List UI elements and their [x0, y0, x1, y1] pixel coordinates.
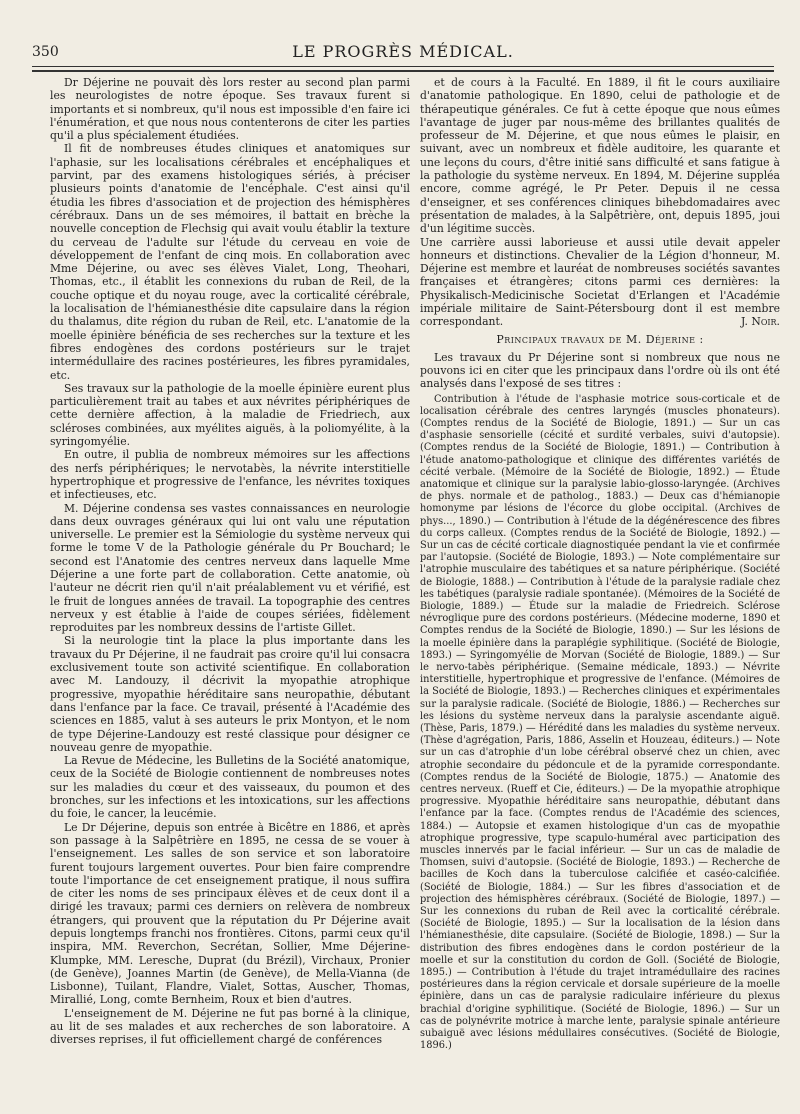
header-rule-thick: [32, 70, 774, 72]
section-title: Principaux travaux de M. Déjerine :: [496, 332, 704, 346]
section-intro: Les travaux du Pr Déjerine sont si nombreux que nous ne pouvons ici en citer que les principaux dans l'ordre où ils ont été analysés dans l'exposé de ses titres :: [420, 350, 780, 391]
paragraph: Ses travaux sur la pathologie de la moelle épinière eurent plus particulièrement trait au tabes et aux névrites périphériques de cette dernière affection, à la maladie de Friedriech, aux scléroses combinées, aux myélites aiguës, à la poliomyélite, à la syringomyélie.: [50, 381, 410, 449]
journal-title: LE PROGRÈS MÉDICAL.: [292, 42, 514, 61]
paragraph-with-signature: [420, 236, 780, 329]
bibliography-list: Contribution à l'étude de l'asphasie motrice sous-corticale et de localisation cérébrale des centres laryngés (muscles phonateurs). (Comptes rendus de la Société de Biologie, 1891.) — Sur un cas d'asphasie sensorielle (cécité et surdité verbales, suivi d'autopsie). (Comptes rendus de la Société de Biologie, 1891.) — Contribution à l'étude anatomo-pathologique et clinique des différentes variétés de cécité verbale. (Mémoire de la Société de Biologie, 1892.) — Étude anatomique et clinique sur la paralysie labio-glosso-laryngée. (Archives de phys. normale et de patholog., 1883.) — Deux cas d'hémianopie homonyme par lésions de l'écorce du globe occipital. (Archives de phys..., 1890.) — Contribution à l'étude de la dégénérescence des fibres du corps calleux. (Comptes rendus de la Société de Biologie, 1892.) — Sur un cas de cécité corticale diagnostiquée pendant la vie et confirmée par l'autopsie. (Société de Biologie, 1893.) — Note complémentaire sur l'atrophie musculaire des tabétiques et sa nature périphérique. (Société de Biologie, 1888.) — Contribution à l'étude de la paralysie radiale chez les tabétiques (paralysie radiale spontanée). (Mémoires de la Société de Biologie, 1889.) — Étude sur la maladie de Friedreich. Sclérose névroglique pure des cordons postérieurs. (Médecine moderne, 1890 et Comptes rendus de la Société de Biologie, 1890.) — Sur les lésions de la moelle épinière dans la paraplégie syphilitique. (Société de Biologie, 1893.) — Syringomyélie de Morvan (Société de Biologie, 1889.) — Sur le nervo-tabès périphérique. (Semaine médicale, 1893.) — Névrite interstitielle, hypertrophique et progressive de l'enfance. (Mémoires de la Société de Biologie, 1893.) — Recherches cliniques et expérimentales sur la paralysie radicale. (Société de Biologie, 1886.) — Recherches sur les lésions du système nerveux dans la paralysie ascendante aiguë. (Thèse, Paris, 1879.) — Hérédité dans les maladies du système nerveux. (Thèse d'agrégation, Paris, 1886, Asselin et Houzeau, éditeurs.) — Note sur un cas d'atrophie d'un lobe cérébral observé chez un chien, avec atrophie secondaire du pédoncule et de la pyramide correspondante. (Comptes rendus de la Société de Biologie, 1875.) — Anatomie des centres nerveux. (Rueff et Cie, éditeurs.) — De la myopathie atrophique progressive. Myopathie héréditaire sans neuropathie, débutant dans l'enfance par la face. (Comptes rendus de l'Académie des sciences, 1884.) — Autopsie et examen histologique d'un cas de myopathie atrophique progressive, type scapulo-huméral avec participation des muscles innervés par le facial inférieur. — Sur un cas de maladie de Thomsen, suivi d'autopsie. (Société de Biologie, 1893.) — Recherche de bacilles de Koch dans la tuberculose calcifiée et caséo-calcifiée. (Société de Biologie, 1884.) — Sur les fibres d'association et de projection des hémisphères cérébraux. (Société de Biologie, 1897.) — Sur les connexions du ruban de Reil avec la corticalité cérébrale. (Société de Biologie, 1895.) — Sur la localisation de la lésion dans l'hémianesthésie, dite capsulaire. (Société de Biologie, 1898.) — Sur la distribution des fibres endogènes dans le cordon postérieur de la moelle et sur la constitution du cordon de Goll. (Société de Biologie, 1895.) — Contribution à l'étude du trajet intramédullaire des racines postérieures dans la région cervicale et dorsale supérieure de la moelle épinière, dans un cas de paralysie radiculaire inférieure du plexus brachial d'origine syphilitique. (Société de Biologie, 1896.) — Sur un cas de polynévrite motrice à marche lente, paralysie spinale antérieure subaiguë avec lésions médullaires consécutives. (Société de Biologie, 1896.): [420, 393, 780, 1052]
paragraph: Si la neurologie tint la place la plus importante dans les travaux du Pr Déjerine, il ne faudrait pas croire qu'il lui consacra exclusivement toute son activité scientifique. En collaboration avec M. Landouzy, il décrivit la myopathie atrophique progressive, myopathie héréditaire sans neuropathie, débutant dans l'enfance par la face. Ce travail, présenté à l'Académie des sciences en 1885, valut à ses auteurs le prix Montyon, et le nom de type Déjerine-Landouzy est resté classique pour désigner ce nouveau genre de myopathie.: [50, 634, 410, 754]
paragraph: Le Dr Déjerine, depuis son entrée à Bicêtre en 1886, et après son passage à la Salpêtrière en 1895, ne cessa de se vouer à l'enseignement. Les salles de son service et son laboratoire furent toujours largement ouvertes. Pour bien faire comprendre toute l'importance de cet enseignement pratique, il nous suffira de citer les noms de ses principaux élèves et de ceux dont il a dirigé les travaux; parmi ces derniers on relèvera de nombreux étrangers, qui prouvent que la réputation du Pr Déjerine avait depuis longtemps franchi nos frontières. Citons, parmi ceux qu'il inspira, MM. Reverchon, Secrétan, Sollier, Mme Déjerine-Klumpke, MM. Leresche, Duprat (du Brézil), Virchaux, Pronier (de Genève), Joannes Martin (de Genève), de Mella-Vianna (de Lisbonne), Tuilant, Flandre, Vialet, Sottas, Auscher, Thomas, Mirallié, Long, comte Bernheim, Roux et bien d'autres.: [50, 820, 410, 1007]
page-header: [32, 40, 774, 64]
paragraph: et de cours à la Faculté. En 1889, il fit le cours auxiliaire d'anatomie pathologique. En 1890, celui de pathologie et de thérapeutique générales. Ce fut à cette époque que nous eûmes l'avantage de juger par nous-même des brillantes qualités de professeur de M. Déjerine, et que nous eûmes le plaisir, en suivant, avec un nombreux et fidèle auditoire, les quarante et une leçons du cours, d'être initié sans difficulté et sans fatigue à la pathologie du système nerveux. En 1894, M. Déjerine suppléa encore, comme agrégé, le Pr Peter. Depuis il ne cessa d'enseigner, et ses conférences cliniques bihebdomadaires avec présentation de malades, à la Salpêtrière, ont, depuis 1895, joui d'un légitime succès.: [420, 76, 780, 236]
right-column: [420, 76, 780, 1096]
paragraph-text: Une carrière aussi laborieuse et aussi utile devait appeler honneurs et distinctions. Chevalier de la Légion d'honneur, M. Déjerine est membre et lauréat de nombreuses sociétés savantes françaises et étrangères; citons parmi ces dernières: la Physikalisch-Medicinische Societat d'Erlangen et l'Académie impériale militaire de Saint-Pétersbourg dont il est membre correspondant.: [420, 235, 780, 329]
paragraph: En outre, il publia de nombreux mémoires sur les affections des nerfs périphériques; le nervotabès, la névrite interstitielle hypertrophique et progressive de l'enfance, les névrites toxiques et infectieuses, etc.: [50, 448, 410, 502]
page-number: 350: [32, 44, 59, 60]
paragraph: M. Déjerine condensa ses vastes connaissances en neurologie dans deux ouvrages généraux qui lui ont valu une réputation universelle. Le premier est la Sémiologie du système nerveux qui forme le tome V de la Pathologie générale du Pr Bouchard; le second est l'Anatomie des centres nerveux dans laquelle Mme Déjerine a une forte part de collaboration. Cette anatomie, où l'auteur ne décrit rien qu'il n'ait préalablement vu et vérifié, est le fruit de longues années de travail. La topographie des centres nerveux y est établie à l'aide de coupes sériées, fidèlement reproduites par les nombreux dessins de l'artiste Gillet.: [50, 501, 410, 635]
author-signature: J. Noir.: [741, 315, 780, 329]
paragraph: Il fit de nombreuses études cliniques et anatomiques sur l'aphasie, sur les localisations cérébrales et encéphaliques et parvint, par des examens histologiques sériés, à préciser plusieurs points d'anatomie de l'encéphale. C'est ainsi qu'il étudia les fibres d'association et de projection des hémisphères cérébraux. Dans un de ses mémoires, il battait en brèche la nouvelle conception de Flechsig qui avait voulu établir la texture du cerveau de l'adulte sur l'étude du cerveau en voie de développement de l'enfant de cinq mois. En collaboration avec Mme Déjerine, ou avec ses élèves Vialet, Long, Theohari, Thomas, etc., il établit les connexions du ruban de Reil, de la couche optique et du noyau rouge, avec la corticalité cérébrale, la localisation de l'hémianesthésie dite capsulaire dans la région du thalamus, dite région du ruban de Reil, etc. L'anatomie de la moelle épinière bénéficia de ses recherches sur la texture et les fibres endogènes des cordons postérieurs sur le trajet intermédullaire des racines postérieures, les fibres pyramidales, etc.: [50, 142, 410, 382]
paragraph: La Revue de Médecine, les Bulletins de la Société anatomique, ceux de la Société de Biologie contiennent de nombreuses notes sur les maladies du cœur et des vaisseaux, du poumon et des bronches, sur les infections et les intoxications, sur les affections du foie, le cancer, la leucémie.: [50, 754, 410, 821]
paragraph: L'enseignement de M. Déjerine ne fut pas borné à la clinique, au lit de ses malades et aux recherches de son laboratoire. A diverses reprises, il fut officiellement chargé de conférences: [50, 1006, 410, 1047]
paragraph: Dr Déjerine ne pouvait dès lors rester au second plan parmi les neurologistes de notre époque. Ses travaux furent si importants et si nombreux, qu'il nous est impossible d'en faire ici l'énumération, et que nous nous contenterons de citer les parties qu'il a plus spécialement étudiées.: [50, 76, 410, 143]
left-column: [50, 76, 410, 1096]
header-rule-thin: [32, 66, 774, 67]
